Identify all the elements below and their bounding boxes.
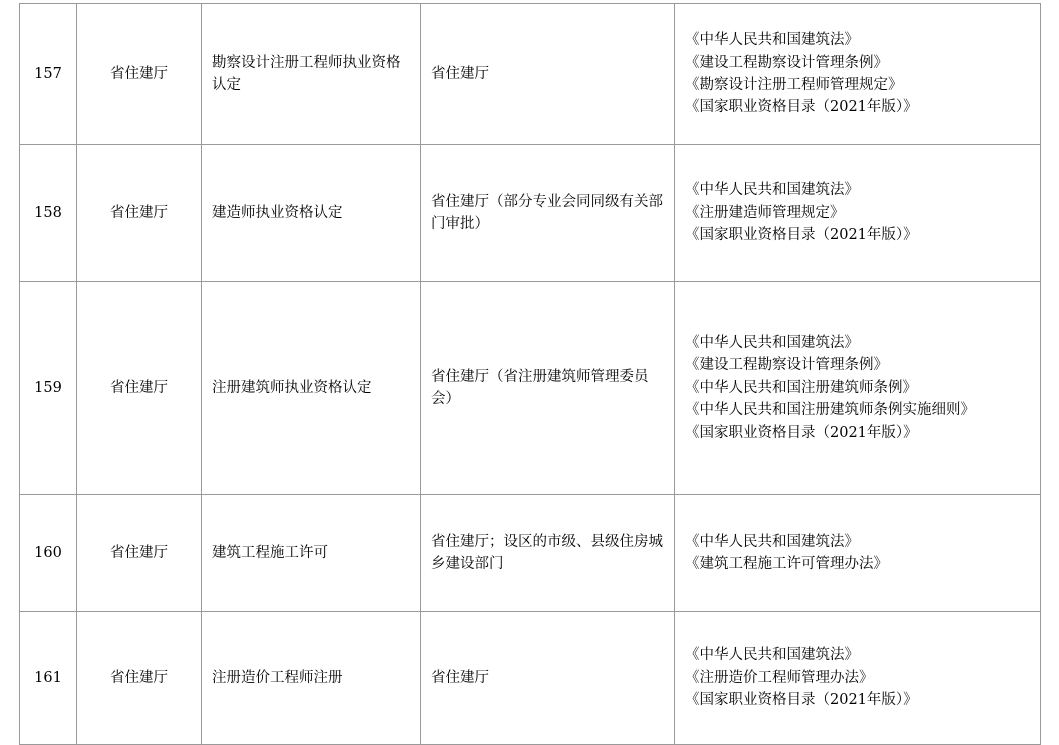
cell-index: 157 — [20, 4, 77, 145]
cell-implementing-organ: 省住建厅 — [421, 4, 675, 145]
legal-basis-line: 《建筑工程施工许可管理办法》 — [685, 556, 888, 572]
legal-basis-line: 《国家职业资格目录（2021年版）》 — [685, 227, 918, 244]
cell-index: 158 — [20, 145, 77, 282]
cell-department: 省住建厅 — [77, 282, 202, 495]
legal-basis-line: 《国家职业资格目录（2021年版）》 — [685, 424, 918, 441]
legal-basis-line: 《建设工程勘察设计管理条例》 — [685, 357, 888, 374]
cell-item-name: 建造师执业资格认定 — [202, 145, 421, 282]
legal-basis-line: 《中华人民共和国建筑法》 — [685, 182, 859, 199]
cell-item-name: 注册造价工程师注册 — [202, 612, 421, 745]
table-row — [20, 145, 1041, 282]
cell-index: 160 — [20, 495, 77, 612]
legal-basis-line: 《建设工程勘察设计管理条例》 — [685, 54, 888, 71]
cell-implementing-organ: 省住建厅；设区的市级、县级住房城乡建设部门 — [421, 495, 675, 612]
legal-basis-line: 《中华人民共和国建筑法》 — [685, 647, 859, 664]
cell-legal-basis — [675, 612, 1041, 745]
legal-basis-line: 《中华人民共和国建筑法》 — [685, 334, 859, 351]
cell-department: 省住建厅 — [77, 4, 202, 145]
legal-basis-line: 《国家职业资格目录（2021年版）》 — [685, 99, 918, 116]
cell-index: 161 — [20, 612, 77, 745]
legal-basis-line: 《中华人民共和国注册建筑师条例实施细则》 — [685, 402, 975, 419]
legal-basis-line: 《注册造价工程师管理办法》 — [685, 669, 874, 686]
legal-basis-line: 《勘察设计注册工程师管理规定》 — [685, 77, 903, 93]
cell-legal-basis — [675, 282, 1041, 495]
cell-item-name: 注册建筑师执业资格认定 — [202, 282, 421, 495]
table-row — [20, 282, 1041, 495]
table-row — [20, 495, 1041, 612]
cell-index: 159 — [20, 282, 77, 495]
cell-legal-basis — [675, 4, 1041, 145]
cell-department: 省住建厅 — [77, 495, 202, 612]
legal-basis-line: 《中华人民共和国建筑法》 — [685, 533, 859, 550]
cell-department: 省住建厅 — [77, 145, 202, 282]
document-page — [0, 3, 1059, 709]
legal-basis-line: 《国家职业资格目录（2021年版）》 — [685, 692, 918, 709]
legal-basis-line: 《注册建造师管理规定》 — [685, 204, 845, 221]
table-row — [20, 4, 1041, 145]
cell-item-name: 勘察设计注册工程师执业资格认定 — [202, 4, 421, 145]
cell-legal-basis — [675, 495, 1041, 612]
administrative-licensing-table — [19, 3, 1041, 745]
cell-department: 省住建厅 — [77, 612, 202, 745]
cell-item-name: 建筑工程施工许可 — [202, 495, 421, 612]
cell-implementing-organ: 省住建厅 — [421, 612, 675, 745]
legal-basis-line: 《中华人民共和国注册建筑师条例》 — [685, 379, 917, 396]
cell-implementing-organ: 省住建厅（省注册建筑师管理委员会） — [421, 282, 675, 495]
legal-basis-line: 《中华人民共和国建筑法》 — [685, 32, 859, 49]
cell-implementing-organ: 省住建厅（部分专业会同同级有关部门审批） — [421, 145, 675, 282]
cell-legal-basis — [675, 145, 1041, 282]
table-row — [20, 612, 1041, 745]
